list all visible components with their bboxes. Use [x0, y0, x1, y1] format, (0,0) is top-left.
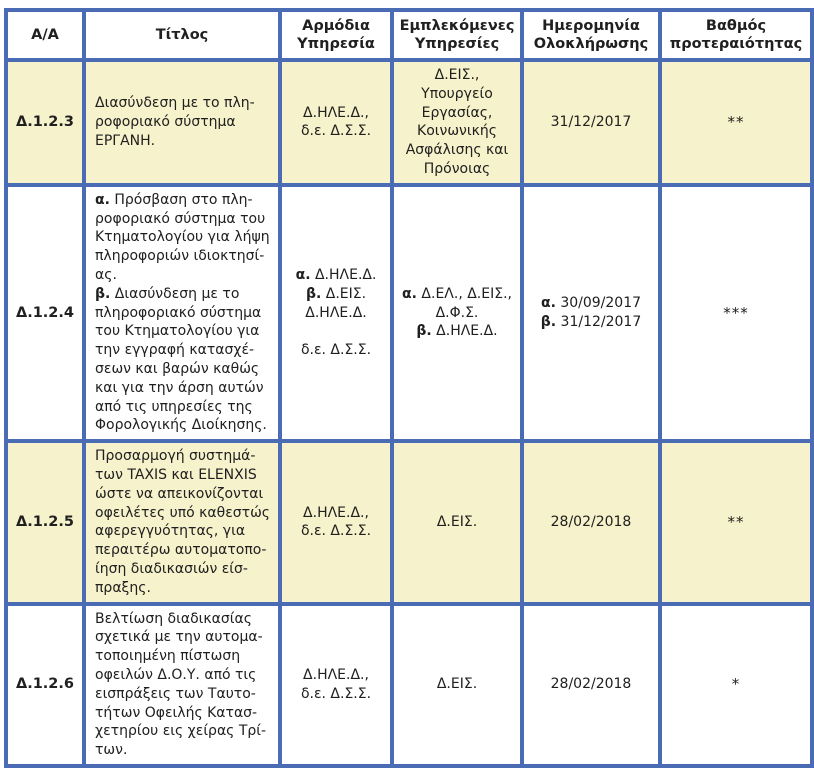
text-line: β. Διασύνδεση με το	[95, 285, 240, 302]
text-line: Δ.ΕΙΣ.,	[434, 67, 480, 83]
text-line: εισπράξεις των Ταυτο-	[95, 685, 256, 702]
cell-responsible	[280, 60, 392, 185]
text-line: οφειλών Δ.Ο.Υ. από τις	[95, 666, 257, 683]
text-line: ας.	[95, 266, 117, 283]
text-line: Αρμόδια	[302, 18, 370, 34]
cell-responsible	[280, 604, 392, 766]
text-line: Βελτίωση διαδικασίας	[95, 610, 252, 627]
cell-title	[84, 604, 280, 766]
text-line: αφερεγγυότητας, για	[95, 523, 246, 540]
text-line: ώστε να απεικονίζονται	[95, 485, 264, 502]
text-line: σεων και βαρών καθώς	[95, 360, 260, 377]
text-line: Α/Α	[31, 27, 59, 43]
text-line: *	[731, 675, 741, 694]
text-line: προτεραιότητας	[669, 36, 803, 52]
cell-completion	[522, 441, 660, 603]
text-line: **	[727, 512, 745, 531]
text-line: πραξης.	[95, 579, 151, 596]
header-row	[6, 10, 812, 60]
text-line: σχετικά με την αυτομα-	[95, 629, 263, 646]
text-line	[284, 322, 388, 341]
text-line: Κοινωνικής	[417, 123, 497, 140]
text-line: Ημερομηνία	[542, 18, 640, 34]
text-line: τήτων Οφειλής Κατασ-	[95, 704, 258, 721]
text-line: Υπηρεσία	[297, 36, 375, 52]
col-header-id	[6, 10, 84, 60]
text-line: ΕΡΓΑΝΗ.	[95, 132, 156, 149]
text-line: και για την άρση αυτών	[95, 379, 264, 396]
cell-id: Δ.1.2.3	[6, 60, 84, 185]
cell-title	[84, 441, 280, 603]
text-line: Φορολογικής Διοίκησης.	[95, 417, 267, 434]
table-row-Δ.1.2.6	[6, 604, 812, 766]
cell-involved	[392, 441, 522, 603]
col-header-responsible	[280, 10, 392, 60]
col-header-title	[84, 10, 280, 60]
col-header-completion	[522, 10, 660, 60]
cell-completion	[522, 185, 660, 441]
text-line: α. Δ.ΗΛΕ.Δ.	[295, 266, 377, 283]
text-line: α. Δ.ΕΛ., Δ.ΕΙΣ.,	[402, 285, 512, 302]
cell-priority	[660, 604, 812, 766]
text-line: α. Πρόσβαση στο πλη-	[95, 191, 253, 208]
text-line: Υπηρεσίες	[414, 36, 500, 52]
cell-involved	[392, 604, 522, 766]
text-line: πληροφοριακό σύστημα	[95, 304, 262, 321]
table-row-Δ.1.2.3	[6, 60, 812, 185]
text-line: την εγγραφή κατασχέ-	[95, 342, 255, 359]
text-line: α. 30/09/2017	[540, 295, 642, 312]
col-header-involved	[392, 10, 522, 60]
cell-id: Δ.1.2.6	[6, 604, 84, 766]
text-line: των TAXIS και ELENXIS	[95, 466, 257, 483]
text-line: 28/02/2018	[550, 676, 632, 693]
text-line: Διασύνδεση με το πλη-	[95, 95, 255, 112]
cell-id: Δ.1.2.5	[6, 441, 84, 603]
text-line: από τις υπηρεσίες της	[95, 398, 253, 415]
text-line: των.	[95, 742, 128, 759]
cell-completion	[522, 604, 660, 766]
text-line: Εργασίας,	[421, 104, 493, 121]
text-line: Εμπλεκόμενες	[399, 18, 515, 34]
cell-responsible	[280, 441, 392, 603]
table-row-Δ.1.2.4	[6, 185, 812, 441]
cell-title	[84, 185, 280, 441]
text-line: Ασφάλισης και	[405, 142, 509, 159]
text-line: του Κτηματολογίου για	[95, 323, 260, 340]
text-line: 31/12/2017	[550, 113, 632, 130]
text-line: ροφοριακό σύστημα του	[95, 210, 266, 227]
text-line: δ.ε. Δ.Σ.Σ.	[300, 685, 372, 702]
text-line: ροφοριακό σύστημα	[95, 113, 236, 130]
text-line: Δ.ΕΙΣ.	[436, 513, 478, 530]
text-line: πληροφοριών ιδιοκτησί-	[95, 248, 265, 265]
cell-priority	[660, 60, 812, 185]
cell-involved	[392, 60, 522, 185]
text-line: β. 31/12/2017	[540, 313, 642, 330]
text-line: Κτηματολογίου για λήψη	[95, 229, 270, 246]
table-header	[6, 10, 812, 60]
text-line: Δ.ΗΛΕ.Δ.	[305, 304, 367, 321]
cell-involved	[392, 185, 522, 441]
text-line: Προσαρμογή συστημά-	[95, 448, 256, 465]
text-line: δ.ε. Δ.Σ.Σ.	[300, 523, 372, 540]
action-plan-table	[4, 8, 814, 768]
text-line: Δ.ΗΛΕ.Δ.,	[303, 666, 369, 683]
text-line: Δ.Φ.Σ.	[435, 304, 479, 321]
cell-priority	[660, 185, 812, 441]
text-line: δ.ε. Δ.Σ.Σ.	[300, 342, 372, 359]
table-body	[6, 60, 812, 766]
text-line: β. Δ.ΕΙΣ.	[305, 285, 367, 302]
col-header-priority	[660, 10, 812, 60]
text-line: Δ.ΗΛΕ.Δ.,	[303, 504, 369, 521]
text-line: χετηρίου εις χείρας Τρί-	[95, 723, 267, 740]
text-line: δ.ε. Δ.Σ.Σ.	[300, 123, 372, 140]
text-line: 28/02/2018	[550, 513, 632, 530]
text-line: Υπουργείο	[421, 85, 493, 102]
text-line: Δ.ΗΛΕ.Δ.,	[303, 104, 369, 121]
text-line: τοποιημένη πίστωση	[95, 648, 241, 665]
table-row-Δ.1.2.5	[6, 441, 812, 603]
cell-responsible	[280, 185, 392, 441]
text-line: Δ.ΕΙΣ.	[436, 676, 478, 693]
cell-completion	[522, 60, 660, 185]
text-line: οφειλέτες υπό καθεστώς	[95, 504, 271, 521]
cell-priority	[660, 441, 812, 603]
text-line: ίηση διαδικασιών είσ-	[95, 560, 248, 577]
text-line: Ολοκλήρωσης	[533, 36, 649, 52]
cell-title	[84, 60, 280, 185]
text-line: Τίτλος	[155, 27, 209, 43]
cell-id: Δ.1.2.4	[6, 185, 84, 441]
text-line: Βαθμός	[705, 18, 767, 34]
text-line: ***	[723, 303, 749, 322]
text-line: **	[727, 112, 745, 131]
text-line: περαιτέρω αυτοματοπο-	[95, 542, 267, 559]
text-line: Πρόνοιας	[423, 160, 491, 177]
text-line: β. Δ.ΗΛΕ.Δ.	[416, 323, 498, 340]
